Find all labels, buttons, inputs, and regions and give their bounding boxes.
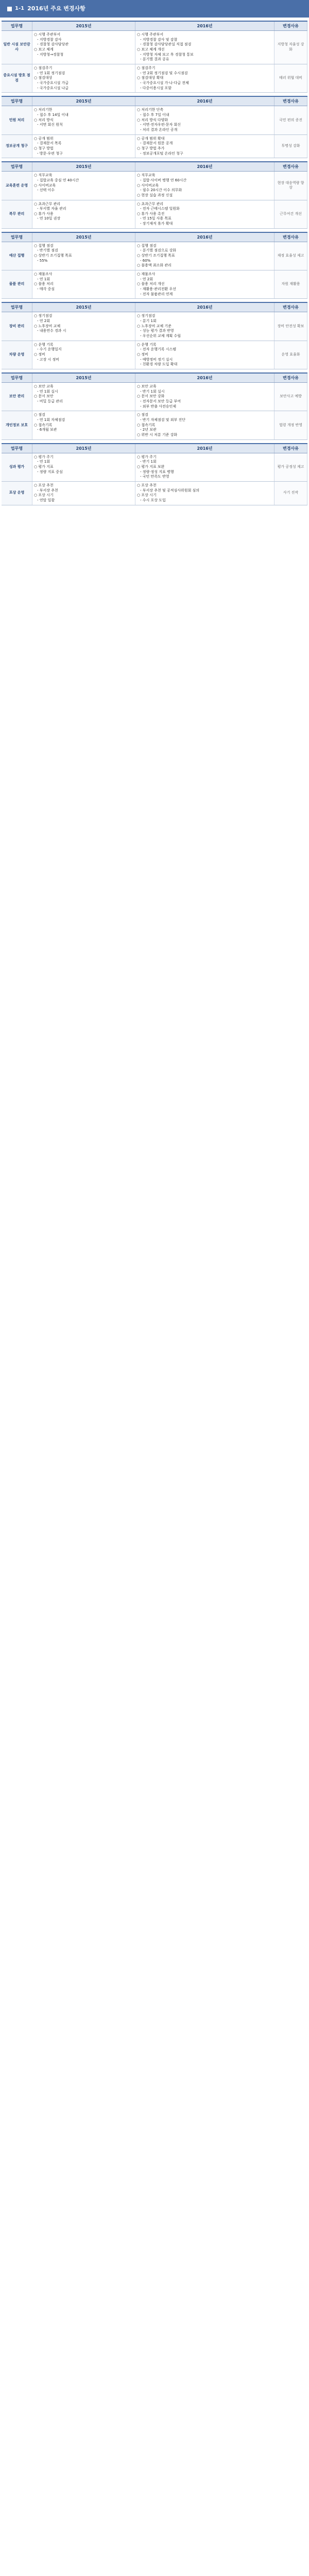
row-item: 성과 평가: [2, 453, 32, 481]
row-after-line: - 국가중요시설 가·나·다급 전체: [140, 80, 189, 85]
row-before-line: ○ 재물조사: [34, 272, 53, 277]
row-after-line: ○ 접속기록: [137, 422, 156, 427]
row-before-line: ○ 평가 주기: [34, 454, 54, 459]
row-before: [32, 270, 135, 298]
header-item: 업무명: [2, 162, 32, 171]
table-row: [2, 200, 307, 229]
row-after-line: - 60%: [140, 258, 151, 263]
header-note: 변경사유: [274, 374, 307, 382]
row-after: [135, 341, 274, 369]
row-after-line: - 재활용·관리전환 우선: [140, 287, 177, 292]
section: [2, 372, 307, 440]
row-before: [32, 31, 135, 64]
row-after-line: ○ 점검대상 확대: [137, 76, 164, 80]
row-before-line: - 연 2회: [37, 319, 50, 324]
row-before-line: - 부서장 추천: [37, 488, 58, 493]
row-after-line: - 외부 반출 사전승인제: [140, 404, 177, 409]
row-after-line: ○ 사이버교육: [137, 183, 159, 188]
row-before-line: ○ 운행 기록: [34, 342, 54, 347]
row-after-line: - 필수 20시간 이수 의무화: [140, 188, 182, 193]
header-item: 업무명: [2, 303, 32, 312]
row-before-line: - 연 1회 자체점검: [37, 417, 65, 422]
table-row: [2, 453, 307, 482]
row-after-line: ○ 처리 방식 다양화: [137, 117, 168, 122]
table-row: [2, 383, 307, 411]
row-note: 지방청 자율성 강화: [274, 31, 307, 64]
row-after-line: - 연 15일 사용 목표: [140, 216, 171, 221]
row-after: [135, 31, 274, 64]
row-after-line: ○ 정기점검: [137, 314, 156, 318]
section-header: [2, 374, 307, 383]
row-before-line: ○ 집행 점검: [34, 243, 54, 248]
row-note: 근무여건 개선: [274, 200, 307, 228]
header-item: 업무명: [2, 22, 32, 30]
table-row: [2, 341, 307, 369]
section-header: [2, 22, 307, 31]
banner-square-icon: [7, 7, 12, 11]
row-note: 법령 개정 반영: [274, 411, 307, 439]
row-before-line: - 연 10일 권장: [37, 216, 61, 221]
header-before: 2015년: [32, 22, 135, 30]
row-before-line: - 지방청→경찰청: [37, 52, 64, 57]
row-before-line: - 정량 지표 중심: [37, 469, 63, 474]
row-before-line: ○ 휴가 사용: [34, 211, 54, 216]
table-row: [2, 135, 307, 159]
row-after-line: ○ 평가 주기: [137, 454, 157, 459]
row-item: 장비 관리: [2, 312, 32, 340]
row-item: 일반 시설 보안감사: [2, 31, 32, 64]
row-after-line: - 친환경 차량 도입 확대: [140, 362, 178, 367]
row-before-line: ○ 불용 처리: [34, 282, 54, 286]
row-after-line: - 경찰청 감사담당관실 직접 점검: [140, 42, 192, 47]
row-before-line: ○ 점검대상: [34, 76, 53, 80]
row-before-line: - 선택 이수: [37, 188, 55, 193]
row-after-line: ○ 시행 주관부서: [137, 32, 164, 37]
banner: [0, 0, 309, 18]
header-item: 업무명: [2, 444, 32, 453]
row-after: [135, 453, 274, 481]
row-after-line: - 예방정비 정기 실시: [140, 357, 173, 362]
table-row: [2, 106, 307, 134]
section: [2, 302, 307, 369]
row-before-line: - 연 1회 정기점검: [37, 71, 65, 75]
section-header: [2, 303, 307, 312]
row-after-line: ○ 평가 지표 보완: [137, 464, 165, 469]
row-note: 테러 위협 대비: [274, 64, 307, 92]
row-after-line: ○ 점검: [137, 413, 148, 417]
row-before-line: ○ 보안 교육: [34, 384, 54, 388]
header-before: 2015년: [32, 233, 135, 242]
row-after-line: - 전자 운행기록 시스템: [140, 347, 177, 352]
row-after: [135, 172, 274, 199]
row-before: [32, 411, 135, 439]
row-after: [135, 200, 274, 228]
section: [2, 161, 307, 229]
row-after: [135, 383, 274, 411]
row-before-line: - 부서별 자율 관리: [37, 207, 66, 211]
row-before-line: ○ 청구 방법: [34, 146, 54, 150]
row-after-line: ○ 휴가 사용 촉진: [137, 211, 165, 216]
table-row: [2, 31, 307, 64]
row-after-line: ○ 위반 시 처분 기준 강화: [137, 432, 178, 437]
header-item: 업무명: [2, 233, 32, 242]
row-note: 평가 공정성 제고: [274, 453, 307, 481]
row-item: 민원 처리: [2, 106, 32, 134]
row-after-line: ○ 상반기 조기집행 목표: [137, 253, 175, 258]
row-before: [32, 482, 135, 505]
row-after: [135, 270, 274, 298]
row-item: 차량 운영: [2, 341, 32, 369]
row-item: 정보공개 청구: [2, 135, 32, 158]
row-after-line: - 부서장 추천 및 공적심사위원회 심의: [140, 488, 200, 493]
row-before-line: - 국가중요시설 가급: [37, 80, 69, 85]
header-after: 2016년: [135, 444, 274, 453]
row-after-line: ○ 집행 점검: [137, 243, 157, 248]
row-before: [32, 383, 135, 411]
table-row: [2, 64, 307, 93]
row-after-line: ○ 보고 체계 개선: [137, 47, 165, 52]
row-before: [32, 64, 135, 92]
row-before-line: ○ 처리 방식: [34, 117, 54, 122]
header-note: 변경사유: [274, 162, 307, 171]
row-before-line: ○ 문서 보안: [34, 394, 54, 399]
header-note: 변경사유: [274, 97, 307, 106]
row-after: [135, 242, 274, 270]
row-after-line: - 분기 1회: [140, 319, 157, 324]
header-item: 업무명: [2, 97, 32, 106]
row-after-line: - 접수 후 7일 이내: [140, 112, 169, 117]
banner-title: 2016년 주요 변경사항: [27, 5, 85, 12]
row-after-line: - 우선순위 교체 계획 수립: [140, 334, 181, 338]
row-note: 국민 편의 증진: [274, 106, 307, 134]
row-item: 개인정보 보호: [2, 411, 32, 439]
row-before-line: - 6개월 보관: [37, 428, 57, 432]
row-before: [32, 242, 135, 270]
table-row: [2, 411, 307, 439]
header-item: 업무명: [2, 374, 32, 382]
section: [2, 232, 307, 299]
row-after-line: ○ 포상 추천: [137, 483, 157, 487]
row-note: 재정 효율성 제고: [274, 242, 307, 270]
row-before-line: - 서면 회신 원칙: [37, 123, 63, 127]
row-before-line: - 연 1회 실시: [37, 389, 58, 394]
row-before-line: - 국가중요시설 나급: [37, 86, 69, 90]
row-after-line: - 수시 포상 도입: [140, 498, 166, 502]
row-before-line: ○ 처리기한: [34, 108, 53, 112]
row-item: 교육훈련 운영: [2, 172, 32, 199]
row-after-line: ○ 정비: [137, 352, 148, 357]
row-note: 현장 대응역량 향상: [274, 172, 307, 199]
row-before-line: ○ 정비: [34, 352, 45, 357]
row-after: [135, 312, 274, 340]
row-after-line: ○ 현장 실습 과정 신설: [137, 193, 173, 197]
section-header: [2, 162, 307, 172]
row-before-line: ○ 점검: [34, 413, 45, 417]
banner-number: 1-1: [15, 6, 25, 12]
row-before-line: - 매각 중심: [37, 287, 55, 292]
row-after-line: - 전자문서 보안 등급 부여: [140, 399, 181, 403]
row-after-line: - 연 2회 정기점검 및 수시점검: [140, 71, 188, 75]
header-before: 2015년: [32, 444, 135, 453]
row-after-line: - 반기 1회: [140, 460, 157, 464]
header-before: 2015년: [32, 162, 135, 171]
row-after-line: ○ 불용액 최소화 관리: [137, 263, 171, 268]
row-before-line: ○ 초과근무 관리: [34, 201, 61, 206]
section-header: [2, 97, 307, 106]
row-note: 보안사고 예방: [274, 383, 307, 411]
table-row: [2, 312, 307, 341]
header-after: 2016년: [135, 22, 274, 30]
row-before-line: ○ 포상 시기: [34, 493, 54, 498]
row-after-line: - 정량·정성 지표 병행: [140, 469, 174, 474]
row-before-line: - 지방경찰 감사: [37, 37, 62, 42]
row-after-line: - 결재문서 원문 공개: [140, 141, 173, 146]
row-before-line: - 비밀 등급 관리: [37, 399, 63, 403]
row-item: 물품 관리: [2, 270, 32, 298]
row-after-line: ○ 처리기한 단축: [137, 108, 164, 112]
row-item: 보안 관리: [2, 383, 32, 411]
row-before-line: - 연 1회: [37, 277, 50, 281]
row-before-line: - 연 1회: [37, 460, 50, 464]
row-after-line: ○ 공개 범위 확대: [137, 136, 165, 141]
row-after-line: - 서면·전자우편·문자 회신: [140, 123, 181, 127]
row-after: [135, 135, 274, 158]
row-before-line: ○ 직무교육: [34, 173, 53, 178]
row-before: [32, 453, 135, 481]
row-after-line: ○ 노후장비 교체 기준: [137, 324, 171, 328]
row-after: [135, 482, 274, 505]
header-note: 변경사유: [274, 233, 307, 242]
row-item: 포상 운영: [2, 482, 32, 505]
row-after-line: ○ 문서 보안 강화: [137, 394, 165, 399]
row-before-line: ○ 공개 범위: [34, 136, 54, 141]
row-before-line: - 방문·우편 청구: [37, 151, 63, 156]
row-after-line: - 연 2회: [140, 277, 153, 281]
header-before: 2015년: [32, 303, 135, 312]
row-before-line: ○ 노후장비 교체: [34, 324, 61, 328]
row-after-line: ○ 재물조사: [137, 272, 156, 277]
row-before-line: ○ 시행 주관부서: [34, 32, 61, 37]
header-before: 2015년: [32, 97, 135, 106]
row-after-line: - 집합·사이버 병행 연 60시간: [140, 178, 187, 182]
row-after-line: ○ 직무교육: [137, 173, 156, 178]
row-before-line: - 고장 시 정비: [37, 357, 60, 362]
row-after: [135, 106, 274, 134]
row-after-line: - 2년 보관: [140, 428, 157, 432]
row-after-line: - 지방경찰 감사 및 감찰: [140, 37, 178, 42]
row-after-line: - 반기 1회 실시: [140, 389, 165, 394]
section-header: [2, 444, 307, 453]
row-before-line: - 반기별 점검: [37, 248, 58, 253]
row-after-line: - 처리 결과 온라인 공개: [140, 127, 178, 132]
row-before-line: ○ 사이버교육: [34, 183, 56, 188]
row-before-line: - 연말 일괄: [37, 498, 55, 502]
row-after: [135, 411, 274, 439]
row-after-line: ○ 운행 기록: [137, 342, 157, 347]
row-after-line: - 분기별 점검으로 강화: [140, 248, 177, 253]
row-after-line: ○ 포상 시기: [137, 493, 157, 498]
row-before-line: - 집합교육 중심 연 40시간: [37, 178, 79, 182]
row-after-line: - 성능 평가 결과 반영: [140, 329, 174, 333]
row-after-line: - 전자 근태시스템 일원화: [140, 207, 180, 211]
header-after: 2016년: [135, 162, 274, 171]
row-before-line: ○ 평가 지표: [34, 464, 54, 469]
row-before: [32, 135, 135, 158]
row-note: 사기 진작: [274, 482, 307, 505]
row-before-line: - 결재문서 목록: [37, 141, 62, 146]
row-before-line: - 내용연수 경과 시: [37, 329, 66, 333]
row-before-line: ○ 접속기록: [34, 422, 53, 427]
row-before-line: ○ 상반기 조기집행 목표: [34, 253, 72, 258]
row-after-line: ○ 초과근무 관리: [137, 201, 164, 206]
row-after-line: - 반기 자체점검 및 외부 진단: [140, 417, 186, 422]
row-before: [32, 172, 135, 199]
row-after-line: - 정보공개포털 온라인 청구: [140, 151, 183, 156]
row-before: [32, 106, 135, 134]
row-after-line: - 지방청 자체 보고 후 경찰청 통보: [140, 52, 194, 57]
row-before: [32, 341, 135, 369]
row-before-line: ○ 보고 체계: [34, 47, 54, 52]
row-before: [32, 312, 135, 340]
row-before-line: - 접수 후 14일 이내: [37, 112, 68, 117]
row-after-line: - 국민 만족도 반영: [140, 474, 169, 479]
section: [2, 21, 307, 93]
row-after-line: - 장기재직 휴가 확대: [140, 222, 173, 226]
row-after-line: ○ 불용 처리 개선: [137, 282, 165, 286]
row-note: 운영 효율화: [274, 341, 307, 369]
row-before-line: ○ 점검주기: [34, 65, 53, 70]
row-note: 자원 재활용: [274, 270, 307, 298]
header-before: 2015년: [32, 374, 135, 382]
sections-container: [0, 21, 309, 505]
row-before-line: ○ 정기점검: [34, 314, 53, 318]
row-before-line: - 수기 운행일지: [37, 347, 62, 352]
header-after: 2016년: [135, 97, 274, 106]
header-after: 2016년: [135, 233, 274, 242]
page: [0, 0, 309, 505]
row-item: 중요시설 방호 점검: [2, 64, 32, 92]
row-note: 투명성 강화: [274, 135, 307, 158]
table-row: [2, 270, 307, 299]
row-after-line: ○ 점검주기: [137, 65, 156, 70]
table-row: [2, 172, 307, 200]
row-item: 예산 집행: [2, 242, 32, 270]
row-after-line: ○ 청구 방법 추가: [137, 146, 165, 150]
header-after: 2016년: [135, 303, 274, 312]
section-header: [2, 233, 307, 242]
row-after-line: ○ 보안 교육: [137, 384, 157, 388]
section: [2, 443, 307, 505]
table-row: [2, 482, 307, 505]
table-row: [2, 242, 307, 270]
section: [2, 96, 307, 158]
header-after: 2016년: [135, 374, 274, 382]
row-after: [135, 64, 274, 92]
row-item: 복무 관리: [2, 200, 32, 228]
header-note: 변경사유: [274, 22, 307, 30]
row-after-line: - 전자 물품관리 연계: [140, 292, 173, 296]
row-before: [32, 200, 135, 228]
header-note: 변경사유: [274, 303, 307, 312]
row-after-line: - 분기별 결과 공유: [140, 57, 169, 62]
row-before-line: - 55%: [37, 258, 48, 263]
row-after-line: - 다중이용시설 포함: [140, 86, 172, 90]
header-note: 변경사유: [274, 444, 307, 453]
row-before-line: - 경찰청 감사담당관: [37, 42, 69, 47]
row-before-line: ○ 포상 추천: [34, 483, 54, 487]
row-note: 장비 안전성 확보: [274, 312, 307, 340]
